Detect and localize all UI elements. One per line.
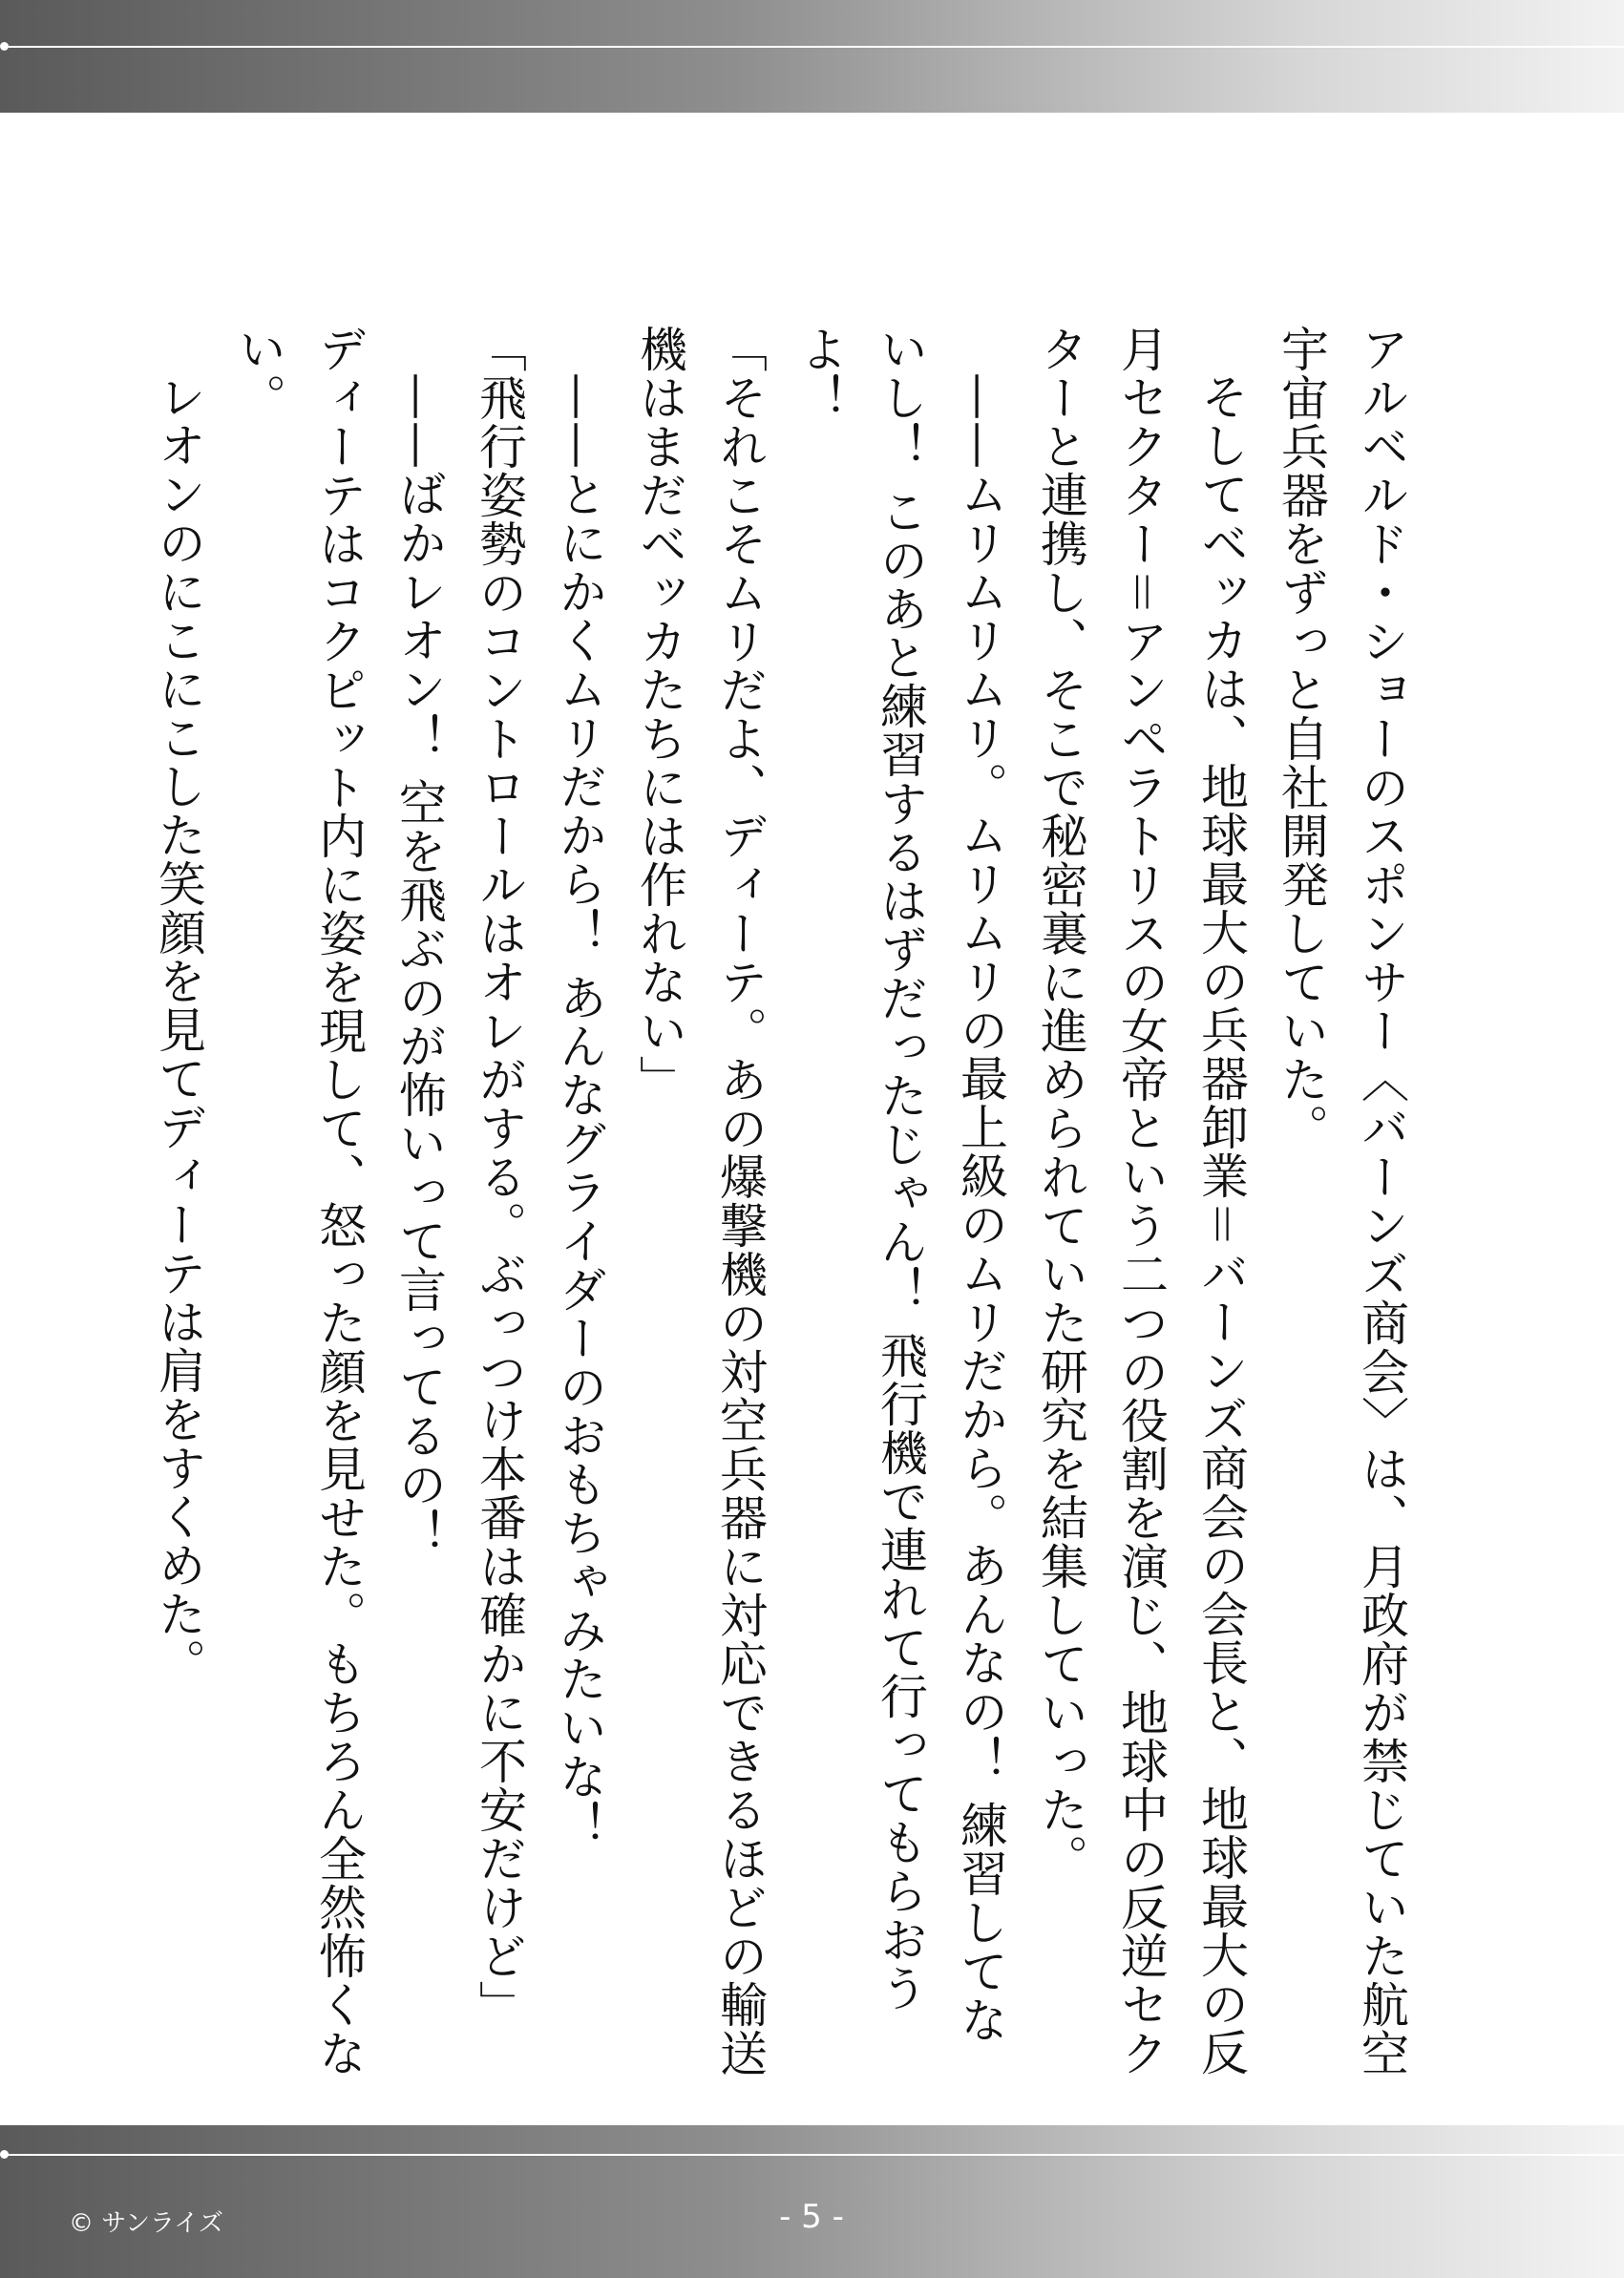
header-dot: [0, 42, 9, 51]
paragraph-7: ——ばかレオン！ 空を飛ぶのが怖いって言ってるの！: [391, 372, 447, 1557]
paragraph-1: アルベルド・ショーのスポンサー〈バーンズ商会〉は、月政府が禁じていた航空宇宙兵器をずっと自社開発していた。: [1274, 325, 1409, 2078]
header-band: [0, 0, 1624, 113]
header-rule: [6, 46, 1624, 48]
footer-dot: [0, 2150, 9, 2159]
paragraph-5: ——とにかくムリだから！ あんなグライダーのおもちゃみたいな！: [552, 372, 607, 1849]
footer-band: [0, 2125, 1624, 2278]
paragraph-4: 「それこそムリだよ、ディーテ。あの爆撃機の対空兵器に対応できるほどの輸送機はまだベッカたちには作れない」: [632, 325, 768, 2078]
body-text: [138, 325, 1422, 2081]
paragraph-8: ディーテはコクピット内に姿を現して、怒った顔を見せた。もちろん全然怖くない。: [231, 325, 367, 2078]
page-number: - 5 -: [779, 2198, 844, 2236]
paragraph-6: 「飛行姿勢のコントロールはオレがする。ぶっつけ本番は確かに不安だけど」: [472, 325, 527, 2029]
paragraph-9: レオンのにこにこした笑顔を見てディーテは肩をすくめた。: [151, 372, 206, 1687]
copyright-notice: © サンライズ: [69, 2209, 223, 2238]
paragraph-3: ——ムリムリムリ。ムリムリの最上級のムリだから。あんなの！ 練習してないし！ このあと練習するはずだったじゃん！ 飛行機で連れて行ってもらおうよ！: [792, 325, 1008, 2044]
paragraph-2: そしてベッカは、地球最大の兵器卸業＝バーンズ商会の会長と、地球最大の反月セクター＝アンペラトリスの女帝という二つの役割を演じ、地球中の反逆セクターと連携し、そこで秘密裏に進められていた研究を結集していった。: [1033, 325, 1249, 2078]
footer-rule: [6, 2154, 1624, 2156]
